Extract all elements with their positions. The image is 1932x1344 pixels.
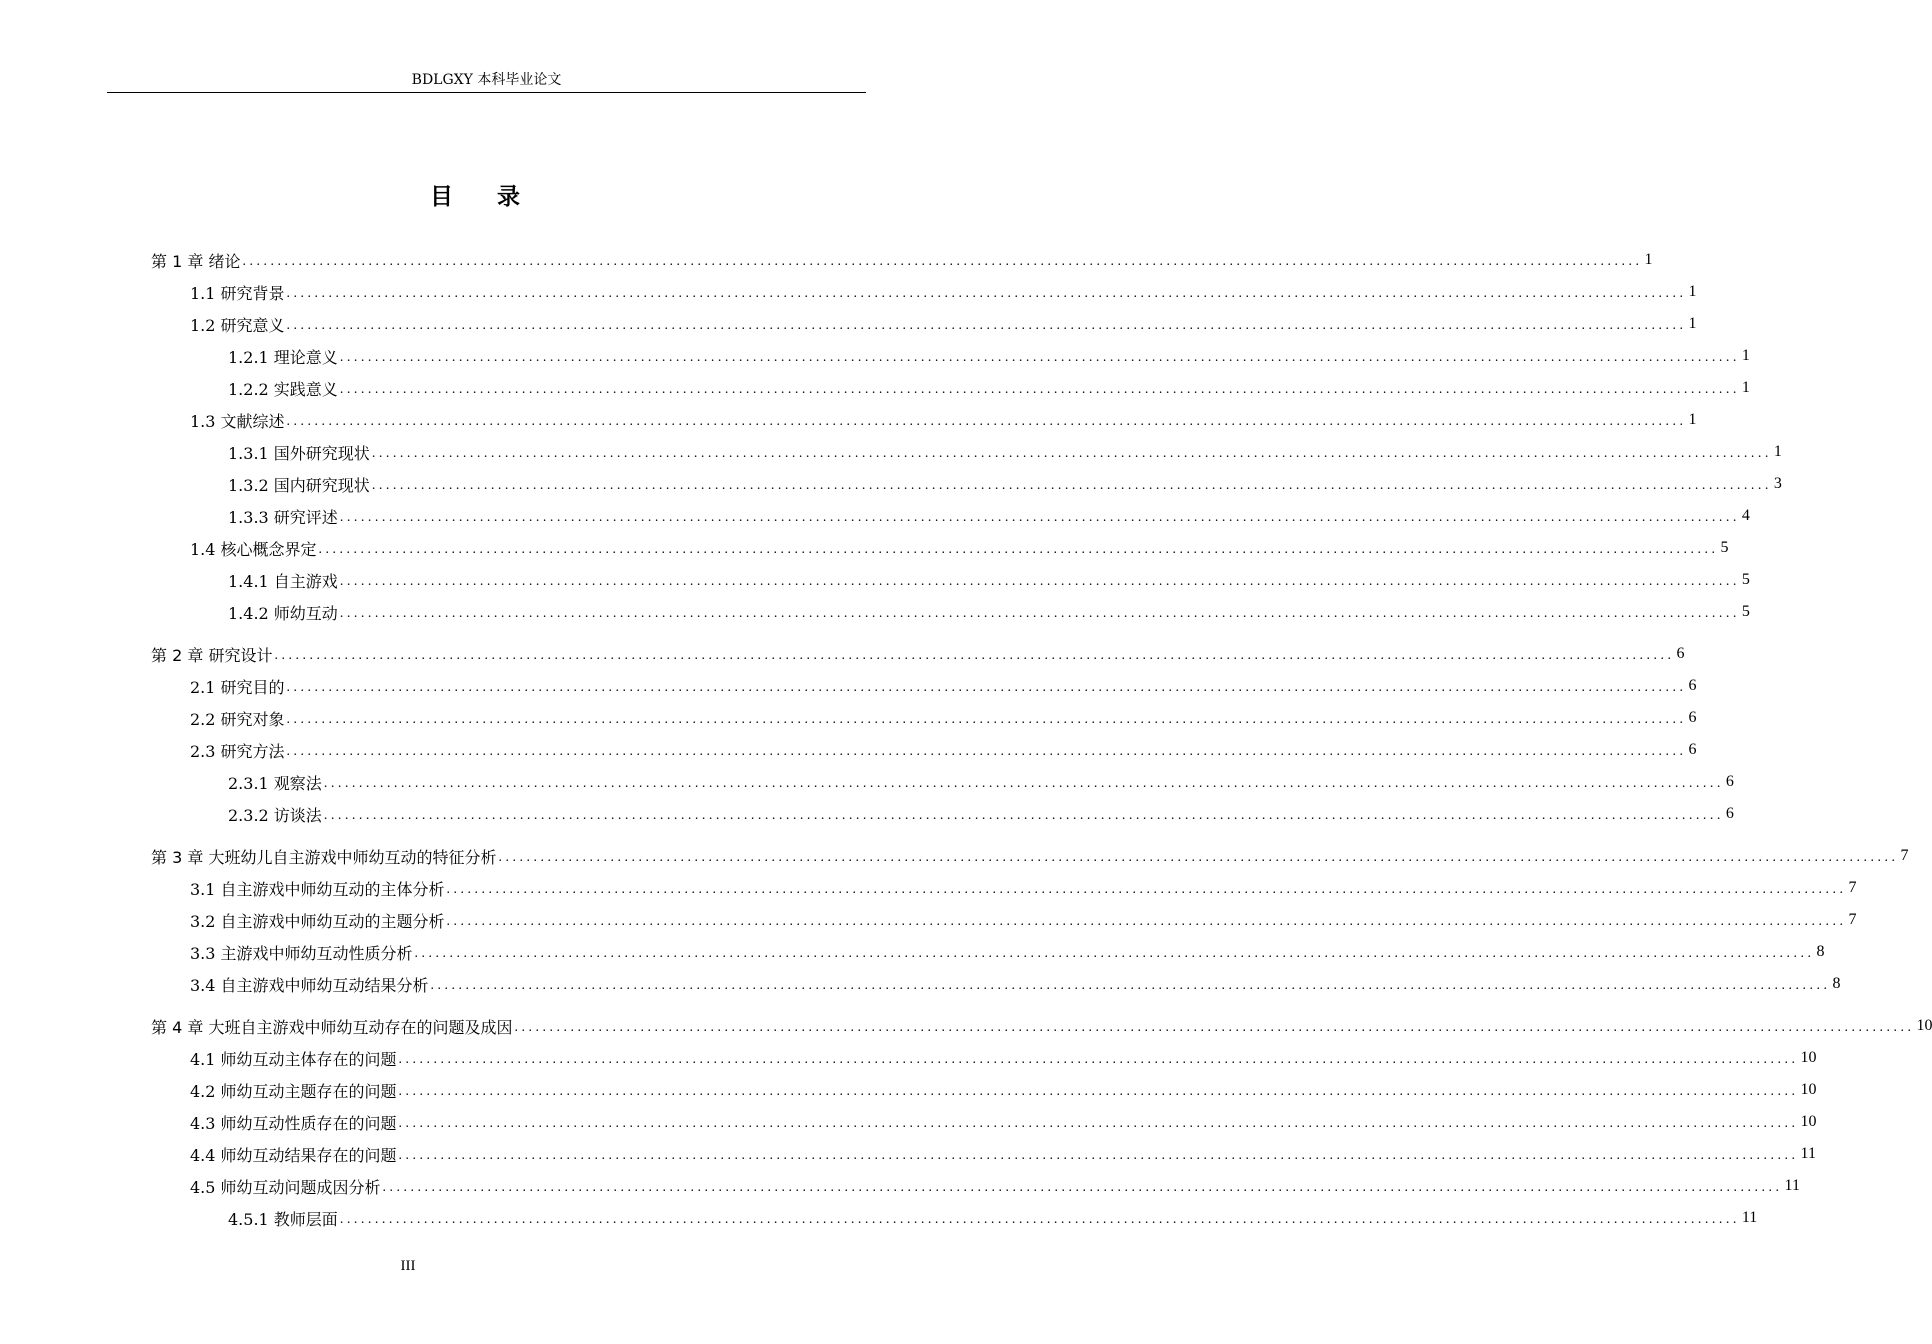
toc-entry-title: 1.3.2 国内研究现状 [228, 475, 370, 495]
toc-section-entry[interactable] [190, 968, 1841, 1000]
toc-entry-page: 4 [1741, 507, 1750, 524]
toc-entry-title: 第 2 章 研究设计 [151, 645, 273, 665]
toc-entry-title: 1.2.1 理论意义 [228, 347, 338, 367]
toc-leader-dots: ........................................................................................................................................................................................................ [323, 775, 1724, 791]
toc-entry-title: 4.1 师幼互动主体存在的问题 [190, 1049, 397, 1069]
page-number: III [400, 1258, 416, 1274]
toc-leader-dots: ........................................................................................................................................................................................................ [398, 1051, 1799, 1067]
toc-entry-title: 4.4 师幼互动结果存在的问题 [190, 1145, 397, 1165]
toc-entry-title: 3.2 自主游戏中师幼互动的主题分析 [190, 911, 445, 931]
toc-leader-dots: ........................................................................................................................................................................................................ [286, 285, 1687, 301]
toc-section-entry[interactable] [190, 404, 1697, 436]
toc-entry-title: 3.4 自主游戏中师幼互动结果分析 [190, 975, 429, 995]
toc-leader-dots: ........................................................................................................................................................................................................ [514, 1019, 1915, 1035]
toc-entry-page: 1 [1773, 443, 1782, 460]
toc-chapter-entry[interactable] [151, 1010, 1932, 1042]
toc-leader-dots: ........................................................................................................................................................................................................ [398, 1115, 1799, 1131]
toc-leader-dots: ........................................................................................................................................................................................................ [382, 1179, 1783, 1195]
toc-leader-dots: ........................................................................................................................................................................................................ [274, 647, 1675, 663]
toc-entry-page: 1 [1644, 251, 1653, 268]
toc-section-entry[interactable] [228, 500, 1750, 532]
toc-section-entry[interactable] [190, 1106, 1817, 1138]
toc-entry-title: 第 1 章 绪论 [151, 251, 241, 271]
toc-section-entry[interactable] [190, 702, 1697, 734]
toc-entry-title: 1.4.2 师幼互动 [228, 603, 338, 623]
toc-entry-page: 5 [1741, 603, 1750, 620]
toc-entry-page: 3 [1773, 475, 1782, 492]
toc-entry-title: 4.3 师幼互动性质存在的问题 [190, 1113, 397, 1133]
toc-entry-title: 1.2.2 实践意义 [228, 379, 338, 399]
toc-entry-page: 1 [1741, 347, 1750, 364]
toc-entry-page: 11 [1800, 1145, 1816, 1162]
toc-entry-page: 1 [1741, 379, 1750, 396]
toc-section-entry[interactable] [190, 670, 1697, 702]
toc-entry-page: 10 [1800, 1049, 1817, 1066]
toc-entry-title: 1.3.1 国外研究现状 [228, 443, 370, 463]
toc-leader-dots: ........................................................................................................................................................................................................ [371, 477, 1772, 493]
toc-entry-page: 6 [1725, 773, 1734, 790]
toc-leader-dots: ........................................................................................................................................................................................................ [339, 573, 1740, 589]
toc-entry-page: 7 [1848, 911, 1857, 928]
toc-section-entry[interactable] [190, 1074, 1817, 1106]
header-text: BDLGXY 本科毕业论文 [411, 72, 562, 88]
toc-entry-title: 3.3 主游戏中师幼互动性质分析 [190, 943, 413, 963]
toc-entry-page: 7 [1900, 847, 1909, 864]
toc-leader-dots: ........................................................................................................................................................................................................ [339, 381, 1740, 397]
toc-entry-page: 6 [1688, 709, 1697, 726]
toc-leader-dots: ........................................................................................................................................................................................................ [286, 743, 1687, 759]
toc-entry-title: 2.2 研究对象 [190, 709, 285, 729]
toc-section-entry[interactable] [228, 798, 1734, 830]
toc-entry-page: 6 [1688, 677, 1697, 694]
toc-section-entry[interactable] [190, 1170, 1800, 1202]
toc-section-entry[interactable] [190, 276, 1697, 308]
toc-entry-page: 8 [1832, 975, 1841, 992]
toc-title-char-1: 目 [430, 184, 453, 210]
toc-leader-dots: ........................................................................................................................................................................................................ [446, 881, 1847, 897]
toc-entry-page: 1 [1688, 315, 1697, 332]
toc-leader-dots: ........................................................................................................................................................................................................ [339, 1211, 1740, 1227]
toc-section-entry[interactable] [190, 308, 1697, 340]
toc-section-entry[interactable] [228, 436, 1782, 468]
toc-entry-title: 1.4.1 自主游戏 [228, 571, 338, 591]
toc-entry-page: 10 [1800, 1113, 1817, 1130]
toc-section-entry[interactable] [190, 1042, 1817, 1074]
toc-chapter-entry[interactable] [151, 840, 1909, 872]
toc-entry-page: 6 [1676, 645, 1685, 662]
toc-section-entry[interactable] [190, 904, 1857, 936]
toc-leader-dots: ........................................................................................................................................................................................................ [339, 349, 1740, 365]
toc-entry-title: 第 4 章 大班自主游戏中师幼互动存在的问题及成因 [151, 1017, 513, 1037]
toc-entry-title: 1.4 核心概念界定 [190, 539, 317, 559]
toc-entry-title: 1.3.3 研究评述 [228, 507, 338, 527]
toc-leader-dots: ........................................................................................................................................................................................................ [318, 541, 1719, 557]
toc-entry-title: 2.1 研究目的 [190, 677, 285, 697]
page-header [107, 68, 866, 93]
toc-section-entry[interactable] [190, 532, 1729, 564]
toc-entry-title: 3.1 自主游戏中师幼互动的主体分析 [190, 879, 445, 899]
toc-leader-dots: ........................................................................................................................................................................................................ [286, 317, 1687, 333]
toc-entry-title: 4.5 师幼互动问题成因分析 [190, 1177, 381, 1197]
toc-leader-dots: ........................................................................................................................................................................................................ [242, 253, 1643, 269]
toc-entry-page: 1 [1688, 283, 1697, 300]
toc-entry-page: 6 [1688, 741, 1697, 758]
toc-leader-dots: ........................................................................................................................................................................................................ [414, 945, 1815, 961]
toc-section-entry[interactable] [228, 468, 1782, 500]
toc-entry-title: 第 3 章 大班幼儿自主游戏中师幼互动的特征分析 [151, 847, 497, 867]
toc-section-entry[interactable] [190, 734, 1697, 766]
toc-entry-page: 5 [1720, 539, 1729, 556]
toc-entry-title: 1.2 研究意义 [190, 315, 285, 335]
toc-entry-page: 7 [1848, 879, 1857, 896]
toc-chapter-entry[interactable] [151, 638, 1685, 670]
toc-leader-dots: ........................................................................................................................................................................................................ [286, 413, 1687, 429]
toc-section-entry[interactable] [228, 372, 1750, 404]
toc-leader-dots: ........................................................................................................................................................................................................ [498, 849, 1899, 865]
toc-entry-page: 8 [1816, 943, 1825, 960]
toc-section-entry[interactable] [228, 1202, 1758, 1234]
toc-leader-dots: ........................................................................................................................................................................................................ [339, 509, 1740, 525]
toc-entry-page: 11 [1741, 1209, 1758, 1226]
toc-entry-page: 1 [1688, 411, 1697, 428]
toc-section-entry[interactable] [228, 340, 1750, 372]
toc-leader-dots: ........................................................................................................................................................................................................ [323, 807, 1724, 823]
toc-entry-title: 4.5.1 教师层面 [228, 1209, 338, 1229]
toc-leader-dots: ........................................................................................................................................................................................................ [430, 977, 1831, 993]
toc-leader-dots: ........................................................................................................................................................................................................ [371, 445, 1772, 461]
toc-title-char-2: 录 [497, 184, 520, 210]
toc-entry-title: 4.2 师幼互动主题存在的问题 [190, 1081, 397, 1101]
page-footer [0, 1258, 816, 1275]
toc-entry-page: 5 [1741, 571, 1750, 588]
toc-entry-title: 1.3 文献综述 [190, 411, 285, 431]
toc-entry-title: 2.3.2 访谈法 [228, 805, 322, 825]
toc-leader-dots: ........................................................................................................................................................................................................ [286, 711, 1687, 727]
toc-leader-dots: ........................................................................................................................................................................................................ [286, 679, 1687, 695]
toc-section-entry[interactable] [190, 1138, 1816, 1170]
toc-entry-page: 6 [1725, 805, 1734, 822]
toc-section-entry[interactable] [190, 872, 1857, 904]
toc-entry-page: 10 [1916, 1017, 1932, 1034]
toc-entry-title: 2.3 研究方法 [190, 741, 285, 761]
toc-leader-dots: ........................................................................................................................................................................................................ [398, 1147, 1799, 1163]
toc-section-entry[interactable] [228, 596, 1750, 628]
toc-leader-dots: ........................................................................................................................................................................................................ [339, 605, 1740, 621]
toc-entry-page: 10 [1800, 1081, 1817, 1098]
toc-entry-title: 2.3.1 观察法 [228, 773, 322, 793]
toc-section-entry[interactable] [228, 564, 1750, 596]
toc-section-entry[interactable] [190, 936, 1825, 968]
toc-leader-dots: ........................................................................................................................................................................................................ [446, 913, 1847, 929]
toc-section-entry[interactable] [228, 766, 1734, 798]
toc-title [0, 178, 950, 211]
toc-chapter-entry[interactable] [151, 244, 1653, 276]
toc-entry-page: 11 [1784, 1177, 1800, 1194]
toc-leader-dots: ........................................................................................................................................................................................................ [398, 1083, 1799, 1099]
toc-entry-title: 1.1 研究背景 [190, 283, 285, 303]
